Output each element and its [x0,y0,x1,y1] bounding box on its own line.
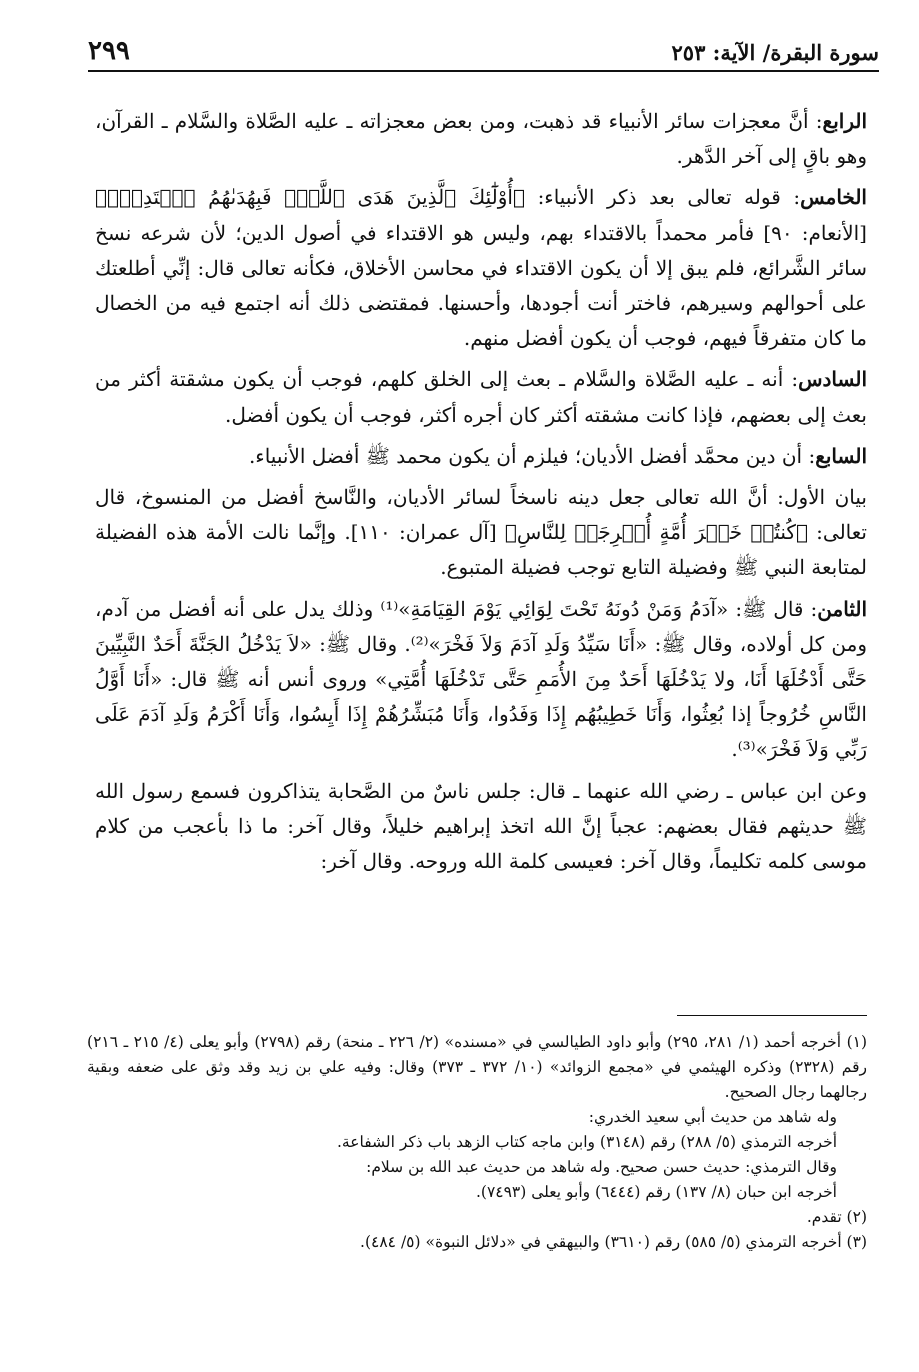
paragraph-text: بيان الأول: أنَّ الله تعالى جعل دينه ناسخاً لسائر الأديان، والنَّاسخ أفضل من المنسوخ، قال تعالى: ﴿كُنتُمۡ خَيۡرَ أُمَّةٍ أُخۡرِجَتۡ لِلنَّاسِ﴾ [آل عمران: ١١٠]. وإنَّما نالت الأمة هذه الفضيلة لمتابعة النبي ﷺ وفضيلة التابع توجب فضيلة المتبوع. [95,485,867,580]
footnote-1: (١) أخرجه أحمد (١/ ٢٨١، ٢٩٥) وأبو داود الطيالسي في «مسنده» (٢/ ٢٢٦ ـ منحة) رقم (٢٧٩٨) وأبو يعلى (٤/ ٢١٥ ـ ٢١٦) رقم (٢٣٢٨) وذكره الهيثمي في «مجمع الزوائد» (١٠/ ٣٧٢ ـ ٣٧٣) وقال: وفيه علي بن زيد وقد وثق على ضعفه وبقية رجالهما رجال الصحيح. [87,1033,868,1101]
surah-title: سورة البقرة/ الآية: ٢٥٣ [671,40,879,65]
footnote-1-ibn-hibban: أخرجه ابن حبان (٨/ ١٣٧) رقم (٦٤٤٤) وأبو يعلى (٧٤٩٣). [475,1183,837,1201]
paragraph-ibn-abbas [95,774,867,880]
header-rule [88,70,879,72]
paragraph-seventh [95,439,867,474]
paragraph-text: : أنَّ معجزات سائر الأنبياء قد ذهبت، ومن بعض معجزاته ـ عليه الصَّلاة والسَّلام ـ القرآن، وهو باقٍ إلى آخر الدَّهر. [95,109,867,169]
paragraph-text: : قال ﷺ: «آدَمُ وَمَنْ دُونَهُ تَحْتَ لِوَائِي يَوْمَ القِيَامَةِ»⁽¹⁾ وذلك يدل على أنه أفضل من آدم، ومن كل أولاده، وقال ﷺ: «أَنَا سَيِّدُ وَلَدِ آدَمَ وَلاَ فَخْرَ»⁽²⁾. وقال ﷺ: «لاَ يَدْخُلُ الجَنَّةَ أَحَدٌ النَّبِيِّينَ حَتَّى أَدْخُلَهَا أَنَا، ولا يَدْخُلَهَا أَحَدٌ مِنَ الأُمَمِ حَتَّى تَدْخُلَهَا أُمَّتِي» وروى أنس أنه ﷺ قال: «أَنَا أَوَّلُ النَّاسِ خُرُوجاً إذا بُعِثُوا، وَأَنَا خَطِيبُهُم إِذَا وَفَدُوا، وَأَنَا مُبَشِّرُهُمْ إِذَا أَيِسُوا، وَأَنَا أَكْرَمُ وَلَدِ آدَمَ عَلَى رَبِّي وَلاَ فَخْرَ»⁽³⁾. [95,596,867,762]
paragraph-text: : أن دين محمَّد أفضل الأديان؛ فيلزم أن يكون محمد ﷺ أفضل الأنبياء. [248,443,816,468]
paragraph-lead: الرابع [822,109,867,133]
footnote-1-tirmidhi: أخرجه الترمذي (٥/ ٢٨٨) رقم (٣١٤٨) وابن ماجه كتاب الزهد باب ذكر الشفاعة. [336,1133,837,1151]
footnote-3: (٣) أخرجه الترمذي (٥/ ٥٨٥) رقم (٣٦١٠) والبيهقي في «دلائل النبوة» (٥/ ٤٨٤). [360,1233,867,1251]
footnote-2: (٢) تقدم. [806,1208,867,1226]
page-header [88,36,879,76]
page-number: ٢٩٩ [88,36,130,66]
paragraph-sixth [95,362,867,432]
footnote-1-grading: وقال الترمذي: حديث حسن صحيح. وله شاهد من حديث عبد الله بن سلام: [366,1158,837,1176]
footnotes [87,1030,867,1255]
paragraph-text: : قوله تعالى بعد ذكر الأنبياء: ﴿أُوْلَٰٓئِكَ ٱلَّذِينَ هَدَى ٱللَّهُۖ فَبِهُدَىٰهُمُ ٱقۡتَدِهۡۗ﴾ [الأنعام: ٩٠] فأمر محمداً بالاقتداء بهم، وليس هو الاقتداء في أصول الدين؛ لأن شرعه نسخ سائر الشَّرائع، فلم يبق إلا أن يكون الاقتداء في محاسن الأخلاق، فكأنه تعالى قال: إنِّي أطلعتك على أحوالهم وسيرهم، فاختر أنت أجودها، وأحسنها. فمقتضى ذلك أنه اجتمع فيه من الخصال ما كان متفرقاً فيهم، فوجب أن يكون أفضل منهم. [95,185,867,351]
paragraph-text: : أنه ـ عليه الصَّلاة والسَّلام ـ بعث إلى الخلق كلهم، فوجب أن يكون مشقتة أكثر من بعث إلى بعضهم، فإذا كانت مشقته أكثر كان أجره أكثر، فوجب أن يكون أفضل. [95,367,867,427]
paragraph-lead: السابع [815,443,867,468]
paragraph-fourth [95,104,867,174]
main-text [95,104,867,885]
footnote-1-witness: وله شاهد من حديث أبي سعيد الخدري: [588,1108,837,1126]
paragraph-lead: الثامن [817,596,867,621]
paragraph-fifth [95,180,867,356]
paragraph-lead: السادس [798,367,867,392]
paragraph-first-proof [95,480,867,586]
footnote-separator [677,1015,867,1016]
paragraph-eighth [95,592,867,768]
paragraph-lead: الخامس [800,185,867,210]
paragraph-text: وعن ابن عباس ـ رضي الله عنهما ـ قال: جلس ناسٌ من الصَّحابة يتذاكرون فسمع رسول الله ﷺ حديثهم فقال بعضهم: عجباً إنَّ الله اتخذ إبراهيم خليلاً، وقال آخر: ما ذا بأعجب من كلام موسى كلمه تكليماً، وقال آخر: فعيسى كلمة الله وروحه. وقال آخر: [95,778,867,874]
